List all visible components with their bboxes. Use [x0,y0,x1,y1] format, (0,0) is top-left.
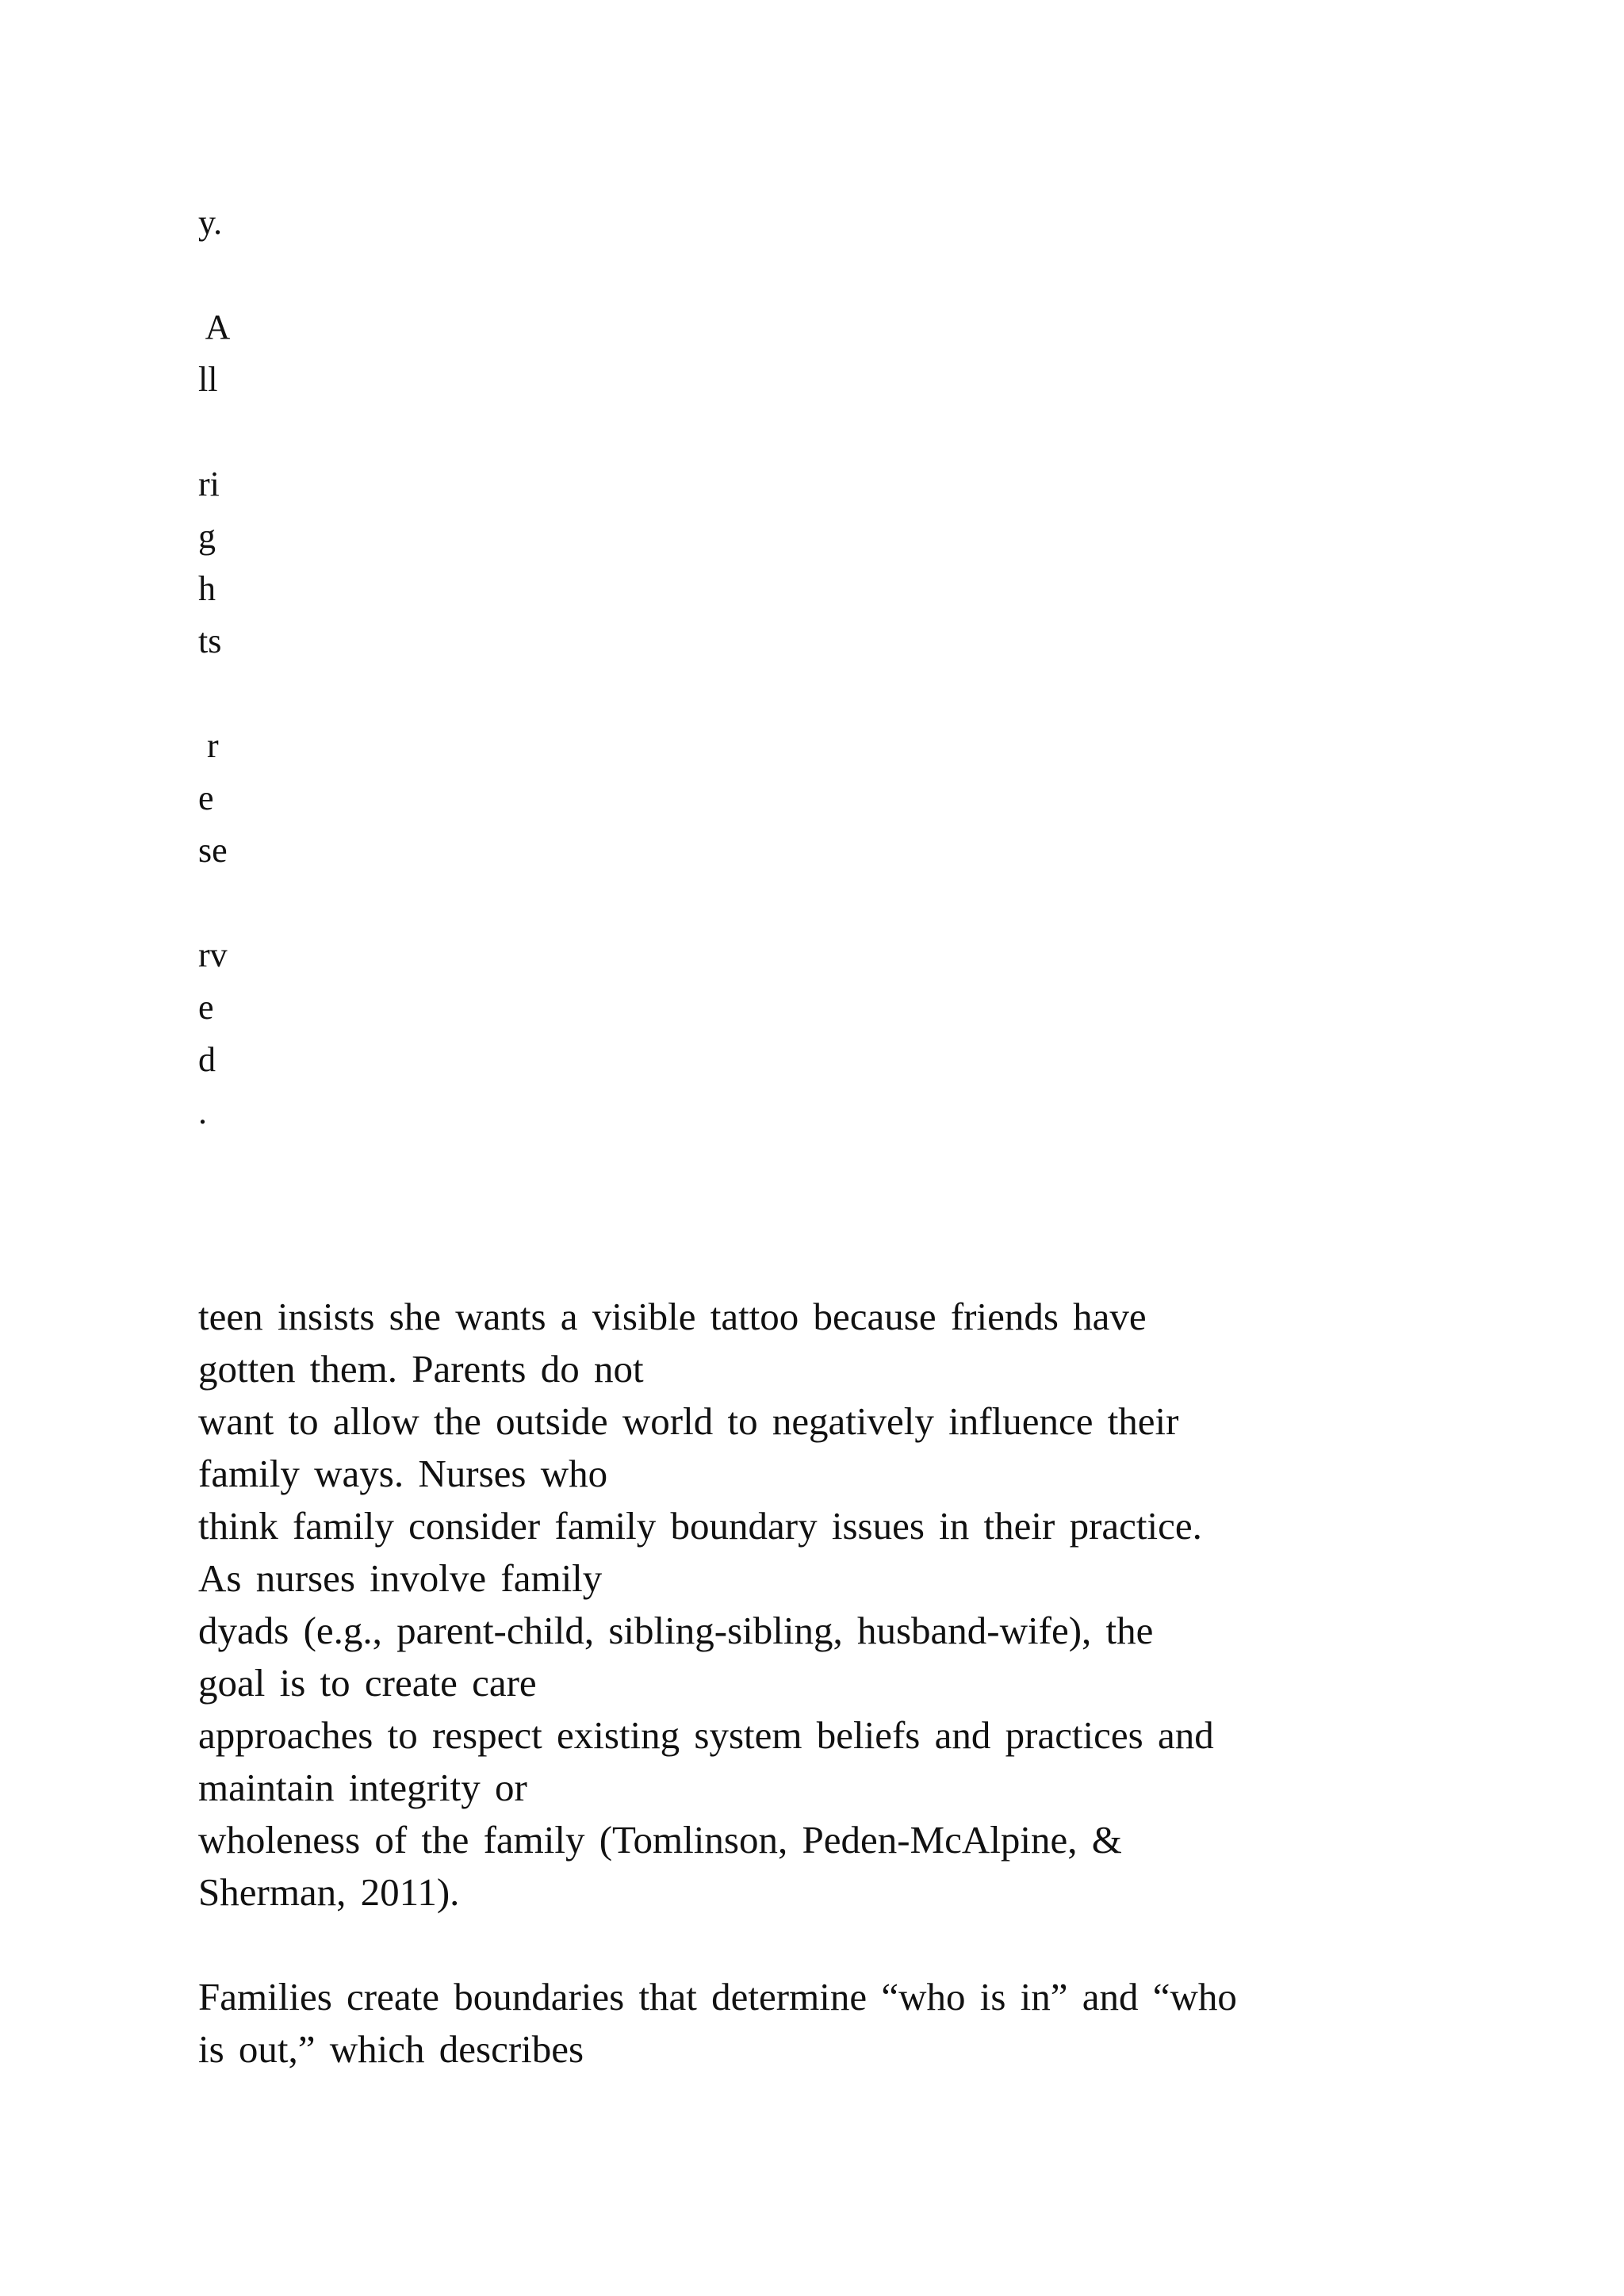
copyright-fragment [198,249,230,301]
text-line: wholeness of the family (Tomlinson, Peden-McAlpine, & [198,1818,1122,1862]
copyright-fragment: d [198,1040,216,1079]
copyright-fragment: e [198,779,214,817]
paragraph-1 [198,1291,1594,1919]
text-line: family ways. Nurses who [198,1452,608,1495]
text-line: want to allow the outside world to negatively influence their [198,1399,1179,1443]
text-line: dyads (e.g., parent-child, sibling-sibling, husband-wife), the [198,1609,1154,1652]
copyright-fragment: ri [198,465,220,503]
copyright-fragment: ts [198,622,222,660]
text-line: As nurses involve family [198,1556,603,1600]
copyright-fragment: h [198,569,216,608]
copyright-fragment: se [198,831,228,870]
text-line: think family consider family boundary issues in their practice. [198,1504,1202,1548]
copyright-fragment [198,877,230,929]
copyright-fragment: A [198,308,231,346]
text-line: Sherman, 2011). [198,1870,460,1914]
text-line: teen insists she wants a visible tattoo because friends have [198,1295,1147,1338]
body-text [198,1291,1594,2076]
copyright-fragment: y. [198,203,223,242]
copyright-fragment: rv [198,936,228,974]
text-line: gotten them. Parents do not [198,1347,644,1391]
text-line: approaches to respect existing system beliefs and practices and [198,1713,1214,1757]
copyright-fragment [198,406,230,458]
text-line: is out,” which describes [198,2027,584,2071]
paragraph-gap [198,1919,1594,1971]
text-line: maintain integrity or [198,1766,527,1809]
copyright-fragment: ll [198,360,218,399]
copyright-fragment: g [198,517,216,556]
copyright-fragment [198,668,230,720]
text-line: Families create boundaries that determine “who is in” and “who [198,1975,1237,2019]
copyright-fragment: r [198,726,219,765]
text-line: goal is to create care [198,1661,537,1705]
copyright-fragment: . [198,1093,207,1131]
paragraph-2 [198,1971,1594,2076]
copyright-fragment: e [198,988,214,1027]
copyright-fragment-column [198,197,230,1138]
